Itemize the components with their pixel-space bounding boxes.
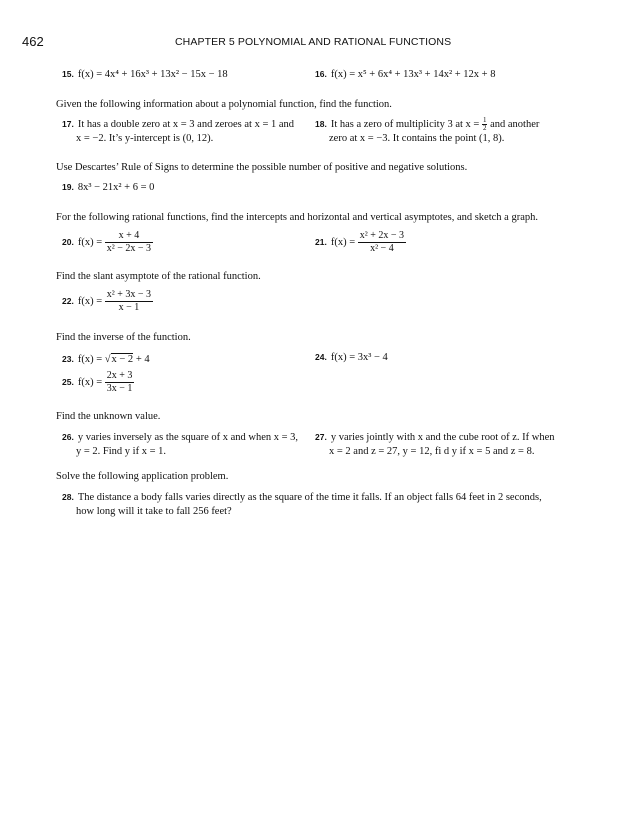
problem-26 [62, 430, 298, 459]
problem-number: 18. [315, 119, 327, 129]
problem-expression: f(x) = 3x³ − 4 [330, 352, 388, 363]
problem-line-1b: and another [490, 119, 540, 130]
problem-21 [315, 230, 406, 255]
problem-18 [315, 117, 539, 146]
problem-line-2: x = −2. It’s y-intercept is (0, 12). [76, 133, 214, 144]
fraction-one-half: $\frac{1}{2}$ [482, 116, 487, 133]
denominator: x² − 4 [370, 243, 394, 254]
problem-line-2: zero at x = −3. It contains the point (1, 8). [329, 133, 505, 145]
problem-number: 16. [315, 69, 327, 79]
function-lhs: f(x) = [77, 295, 103, 307]
problem-line-1: The distance a body falls varies directly as the square of the time it falls. If an object falls 64 feet in 2 seconds, [77, 492, 542, 503]
problem-number: 19. [62, 182, 74, 192]
denominator: x − 1 [118, 302, 140, 313]
problem-expression: f(x) = x⁵ + 6x⁴ + 13x³ + 14x² + 12x + 8 [330, 69, 496, 80]
problem-line-2: y = 2. Find y if x = 1. [76, 446, 167, 457]
problem-expression: f(x) = 4x⁴ + 16x³ + 13x² − 15x − 18 [77, 69, 228, 80]
problem-line-1: It has a double zero at x = 3 and zeroes at x = 1 and [77, 119, 295, 130]
problem-23 [62, 352, 150, 367]
problem-line-1: y varies inversely as the square of x and when x = 3, [77, 432, 299, 443]
problem-17 [62, 117, 294, 146]
instruction-slant: Find the slant asymptote of the rational function. [56, 271, 261, 282]
problem-16 [315, 67, 495, 82]
page-number: 462 [22, 34, 44, 49]
problem-25 [62, 370, 134, 395]
rational-fraction [105, 230, 153, 255]
problem-number: 23. [62, 354, 74, 364]
problem-24 [315, 350, 388, 365]
numerator: 2x + 3 [106, 370, 133, 381]
problem-19 [62, 180, 154, 195]
problem-expression: 8x³ − 21x² + 6 = 0 [77, 182, 155, 193]
function-lhs: f(x) = [330, 236, 356, 248]
instruction-inverse: Find the inverse of the function. [56, 332, 191, 343]
numerator: x² + 3x − 3 [106, 289, 152, 300]
problem-line-1: y varies jointly with x and the cube root of z. If when [330, 432, 555, 443]
expression-tail: + 4 [133, 354, 150, 365]
problem-15 [62, 67, 228, 82]
function-lhs: f(x) = [77, 236, 103, 248]
rational-fraction [105, 289, 153, 314]
problem-number: 27. [315, 432, 327, 442]
problem-number: 24. [315, 352, 327, 362]
instruction-descartes: Use Descartes’ Rule of Signs to determine the possible number of positive and negative solutions. [56, 162, 468, 173]
problem-line-1a: It has a zero of multiplicity 3 at x = [330, 119, 480, 130]
function-lhs: f(x) = [77, 354, 103, 365]
denominator: 3x − 1 [106, 383, 133, 394]
problem-line-2: how long will it take to fall 256 feet? [76, 506, 232, 517]
problem-number: 22. [62, 295, 74, 306]
problem-22 [62, 289, 153, 314]
instruction-unknown: Find the unknown value. [56, 411, 161, 422]
problem-number: 17. [62, 119, 74, 129]
problem-line-2: x = 2 and z = 27, y = 12, fi d y if x = 5 and z = 8. [329, 446, 535, 457]
problem-28 [62, 490, 542, 519]
rational-fraction [105, 370, 135, 395]
problem-number: 15. [62, 69, 74, 79]
radicand: x − 2 [111, 354, 134, 365]
instruction-rational: For the following rational functions, find the intercepts and horizontal and vertical asymptotes, and sketch a graph. [56, 212, 538, 223]
problem-number: 25. [62, 376, 74, 387]
problem-number: 20. [62, 236, 74, 247]
problem-number: 26. [62, 432, 74, 442]
numerator: x + 4 [105, 230, 153, 243]
chapter-title: CHAPTER 5 POLYNOMIAL AND RATIONAL FUNCTIONS [175, 36, 452, 48]
instruction-application: Solve the following application problem. [56, 471, 229, 482]
radical-sign: √ [104, 354, 111, 365]
problem-number: 21. [315, 236, 327, 247]
numerator: x² + 2x − 3 [359, 230, 405, 241]
instruction-find-function: Given the following information about a polynomial function, find the function. [56, 99, 392, 110]
problem-number: 28. [62, 492, 74, 502]
rational-fraction [358, 230, 406, 255]
denominator: x² − 2x − 3 [106, 243, 152, 254]
function-lhs: f(x) = [77, 376, 103, 388]
problem-27 [315, 430, 554, 459]
problem-20 [62, 230, 153, 255]
